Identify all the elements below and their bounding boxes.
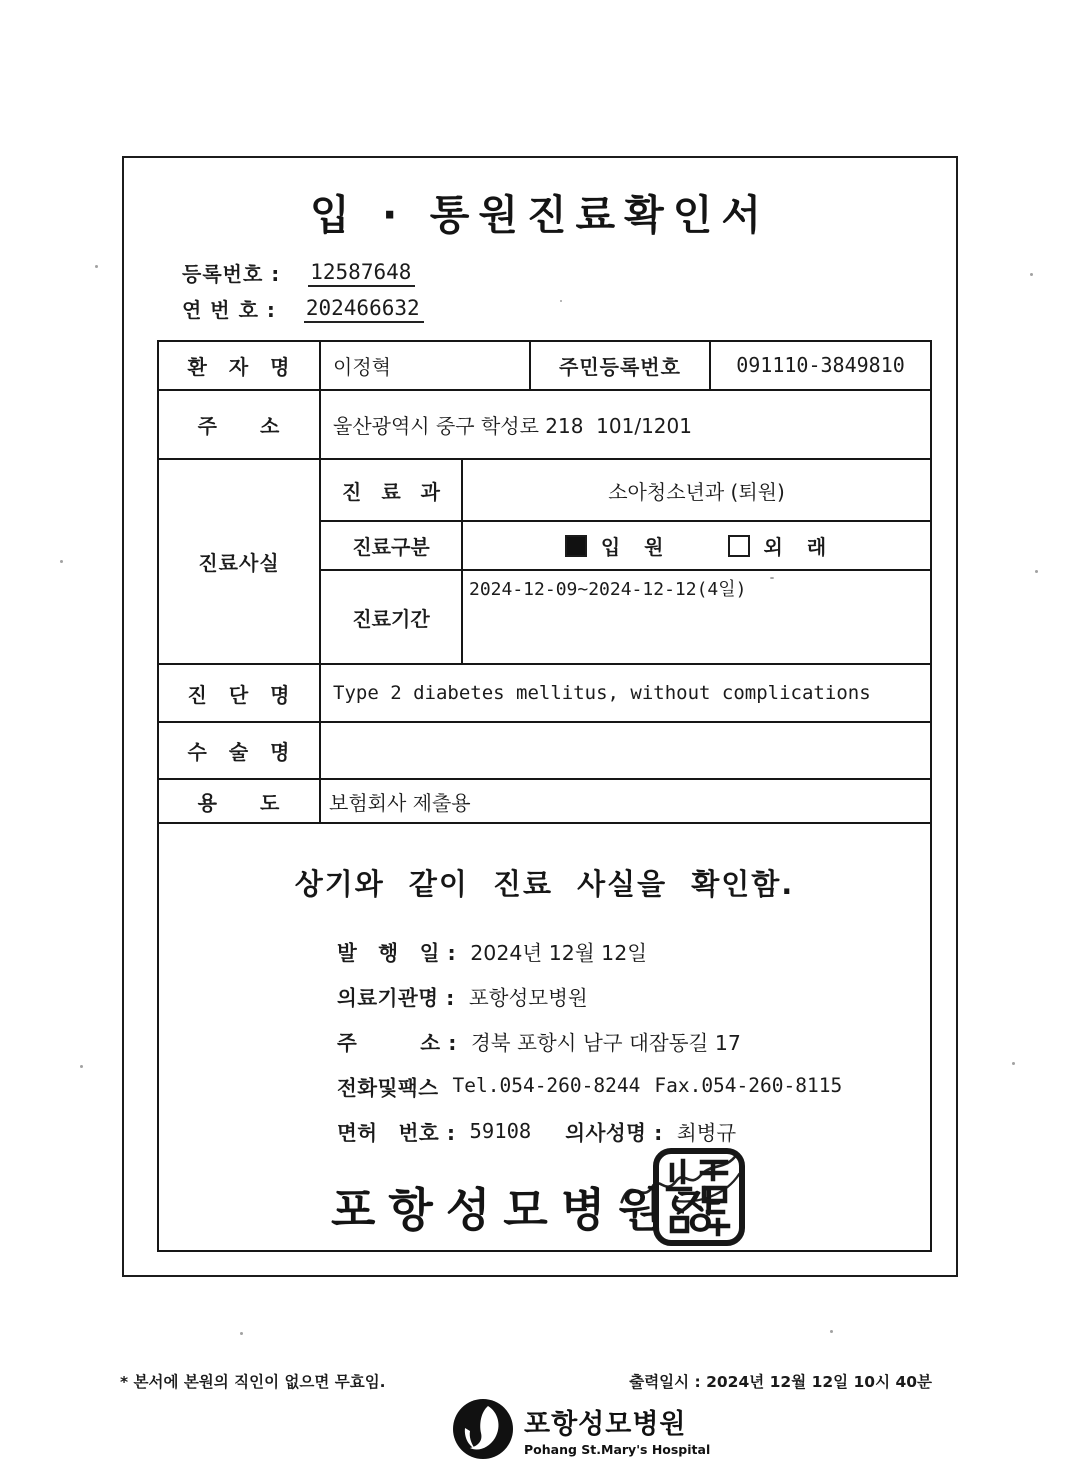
outpatient-label: 외 래 <box>763 535 829 559</box>
fax-value: Fax.054-260-8115 <box>654 1074 843 1098</box>
outpatient-checkbox-empty-icon <box>728 535 750 557</box>
confirmation-statement: 상기와 같이 진료 사실을 확인함. <box>294 867 795 902</box>
tel-fax-line <box>337 1063 842 1108</box>
row-department <box>321 460 930 519</box>
scan-noise-dot <box>1012 1062 1015 1065</box>
row-treatment-period <box>321 569 930 663</box>
table-row-address <box>159 389 930 459</box>
scan-noise-dot <box>1030 273 1033 276</box>
surgery-value <box>319 723 930 778</box>
table-row-purpose <box>159 778 930 823</box>
patient-name-value: 이정혁 <box>319 342 529 389</box>
issue-date-line <box>337 928 842 973</box>
patient-name-label: 환 자 명 <box>187 354 291 379</box>
license-number-label: 면허 번호 : <box>337 1120 456 1145</box>
issuer-title: 포항성모병원장 <box>331 1183 734 1238</box>
department-label: 진 료 과 <box>342 479 440 504</box>
tel-value: Tel.054-260-8244 <box>452 1074 641 1098</box>
document-title: 입 · 통원진료확인서 <box>310 191 770 239</box>
purpose-value: 보험회사 제출용 <box>319 780 930 823</box>
serial-number-line <box>182 294 424 323</box>
period-value: 2024-12-09~2024-12-12(4일) <box>461 571 930 663</box>
scan-noise-dot <box>95 265 98 268</box>
institution-line <box>337 973 842 1018</box>
scan-noise-dot <box>240 1332 243 1335</box>
doctor-name-value: 최병규 <box>676 1120 737 1145</box>
hospital-address-label: 주 소 : <box>337 1030 457 1055</box>
hospital-logo-name-kr: 포항성모병원 <box>524 1408 687 1440</box>
row-treatment-division <box>321 520 930 570</box>
rrn-label: 주민등록번호 <box>529 342 709 389</box>
scan-noise-dot <box>60 560 63 563</box>
registration-number-line <box>182 258 415 287</box>
treatment-facts-detail <box>319 460 930 663</box>
hospital-logo-dove-icon <box>452 1398 514 1460</box>
address-label: 주 소 <box>197 414 281 439</box>
outpatient-option <box>728 531 829 560</box>
rrn-value: 091110-3849810 <box>709 342 930 389</box>
table-row-surgery <box>159 721 930 778</box>
tel-fax-label: 전화및팩스 <box>337 1075 439 1100</box>
division-label: 진료구분 <box>352 535 430 559</box>
serial-number-value: 202466632 <box>304 296 424 323</box>
hospital-logo-name-en: Pohang St.Mary's Hospital <box>524 1441 711 1457</box>
validity-note: * 본서에 본원의 직인이 없으면 무효임. <box>120 1373 386 1391</box>
table-row-patient <box>159 342 930 389</box>
table-row-diagnosis <box>159 663 930 721</box>
issuance-details <box>337 928 842 1153</box>
institution-value: 포항성모병원 <box>468 985 588 1010</box>
treatment-facts-label: 진료사실 <box>198 551 280 576</box>
doctor-name-label: 의사성명 : <box>565 1120 663 1145</box>
table-row-treatment-facts <box>159 458 930 663</box>
inpatient-checkbox-checked-icon <box>565 535 587 557</box>
inpatient-option <box>565 531 666 560</box>
division-options <box>461 522 930 570</box>
hospital-address-line <box>337 1018 842 1063</box>
address-value: 울산광역시 중구 학성로 218 101/1201 <box>319 391 930 459</box>
inpatient-label: 입 원 <box>600 535 666 559</box>
confirmation-section <box>159 822 930 1250</box>
license-number-value: 59108 <box>469 1118 532 1143</box>
print-timestamp: 출력일시 : 2024년 12월 12일 10시 40분 <box>629 1373 932 1391</box>
diagnosis-label: 진 단 명 <box>187 682 291 707</box>
period-label: 진료기간 <box>352 606 430 631</box>
issue-date-label: 발 행 일 : <box>337 940 457 965</box>
hospital-logo-text <box>524 1402 710 1457</box>
registration-number-value: 12587648 <box>308 260 415 287</box>
purpose-label: 용 도 <box>197 790 281 815</box>
scan-noise-dot <box>830 1330 833 1333</box>
registration-number-label: 등록번호 : <box>182 262 281 286</box>
scan-noise-dot <box>80 1065 83 1068</box>
official-seal-stamp <box>650 1146 748 1248</box>
issue-date-value: 2024년 12월 12일 <box>470 940 648 965</box>
hospital-address-value: 경북 포항시 남구 대잠동길 17 <box>470 1030 741 1055</box>
scan-noise-dot <box>1035 570 1038 573</box>
hospital-logo <box>452 1398 710 1460</box>
surgery-label: 수 술 명 <box>187 739 291 764</box>
diagnosis-value: Type 2 diabetes mellitus, without complications <box>319 665 930 721</box>
serial-number-label: 연 번 호 : <box>182 298 276 322</box>
scan-noise-dot <box>560 300 562 302</box>
scan-noise-dot <box>770 577 774 579</box>
certificate-table <box>157 340 932 1252</box>
department-value: 소아청소년과 (퇴원) <box>461 460 930 519</box>
license-line <box>337 1108 842 1153</box>
certificate-border-frame <box>122 156 958 1277</box>
institution-label: 의료기관명 : <box>337 985 455 1010</box>
